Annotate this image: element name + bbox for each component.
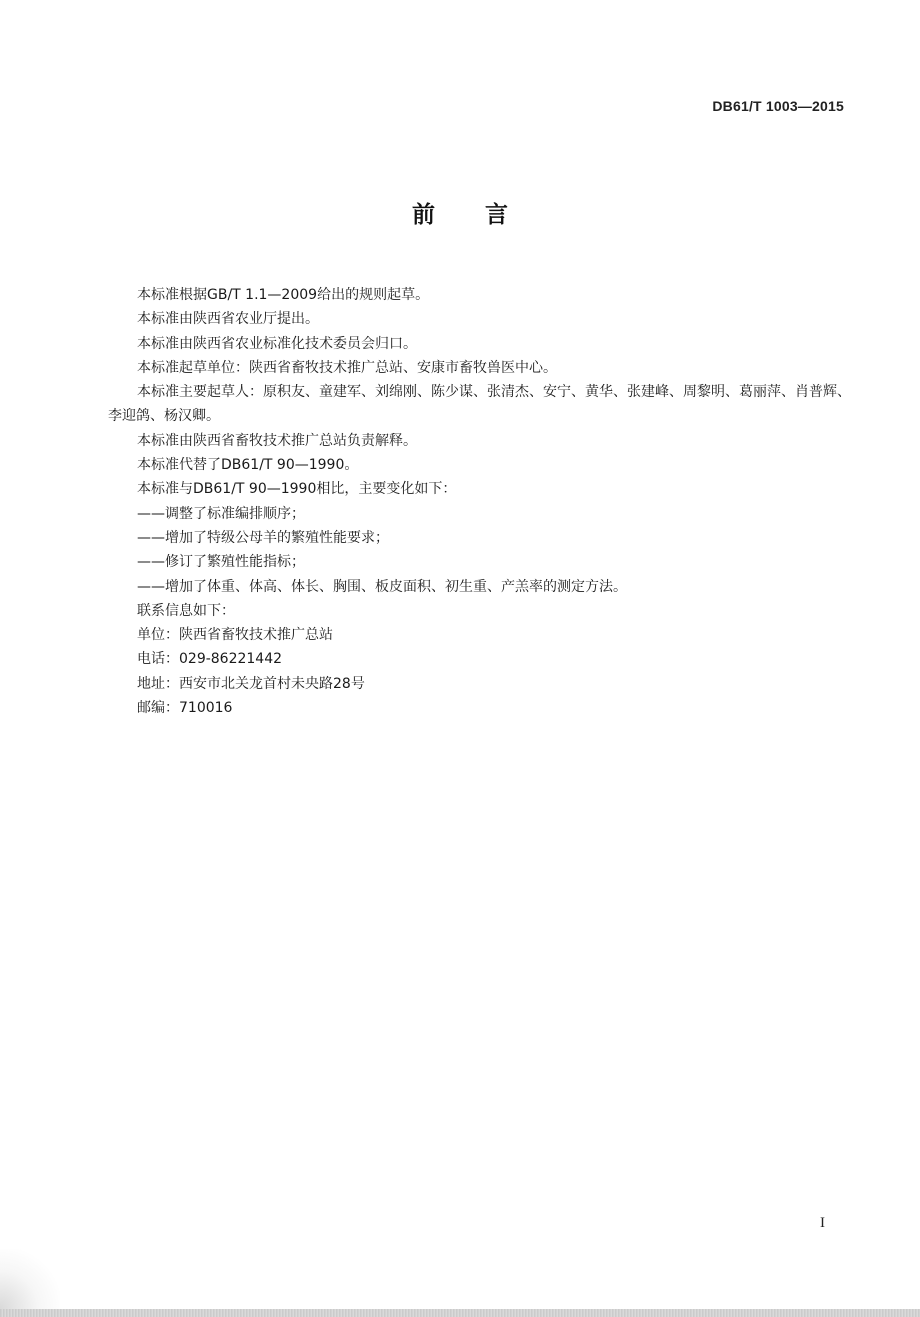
contact-phone: 电话：029-86221442 xyxy=(137,651,283,668)
paragraph-changes-intro: 本标准与DB61/T 90—1990相比，主要变化如下： xyxy=(137,481,457,498)
change-item: ——调整了标准编排顺序； xyxy=(137,505,305,522)
paragraph-proposed-by: 本标准由陕西省农业厅提出。 xyxy=(137,311,319,328)
change-item: ——增加了特级公母羊的繁殖性能要求； xyxy=(137,529,389,546)
paragraph-drafting-units: 本标准起草单位：陕西省畜牧技术推广总站、安康市畜牧兽医中心。 xyxy=(137,359,557,376)
page-title: 前言 xyxy=(412,202,558,228)
scan-shadow-corner xyxy=(0,1249,60,1309)
contact-intro: 联系信息如下： xyxy=(137,602,235,619)
paragraph-drafting-rules: 本标准根据GB/T 1.1—2009给出的规则起草。 xyxy=(137,287,430,303)
paragraph-interpretation: 本标准由陕西省畜牧技术推广总站负责解释。 xyxy=(137,432,417,449)
change-item: ——增加了体重、体高、体长、胸围、板皮面积、初生重、产羔率的测定方法。 xyxy=(137,578,627,595)
paragraph-drafters: 本标准主要起草人：原积友、童建军、刘绵刚、陈少谋、张清杰、安宁、黄华、张建峰、周黎明、葛丽萍、肖普辉、李迎鸽、杨汉卿。 xyxy=(108,384,851,425)
contact-address: 地址：西安市北关龙首村未央路28号 xyxy=(137,675,365,692)
contact-postcode: 邮编：710016 xyxy=(137,700,233,717)
scan-bottom-edge xyxy=(0,1309,920,1317)
change-item: ——修订了繁殖性能指标； xyxy=(137,554,305,571)
paragraph-replaces: 本标准代替了DB61/T 90—1990。 xyxy=(137,457,359,474)
standard-code: DB61/T 1003—2015 xyxy=(712,98,844,114)
paragraph-technical-committee: 本标准由陕西省农业标准化技术委员会归口。 xyxy=(137,335,417,352)
page-number: I xyxy=(820,1215,825,1231)
foreword-body xyxy=(108,283,856,720)
contact-unit: 单位：陕西省畜牧技术推广总站 xyxy=(137,627,333,644)
